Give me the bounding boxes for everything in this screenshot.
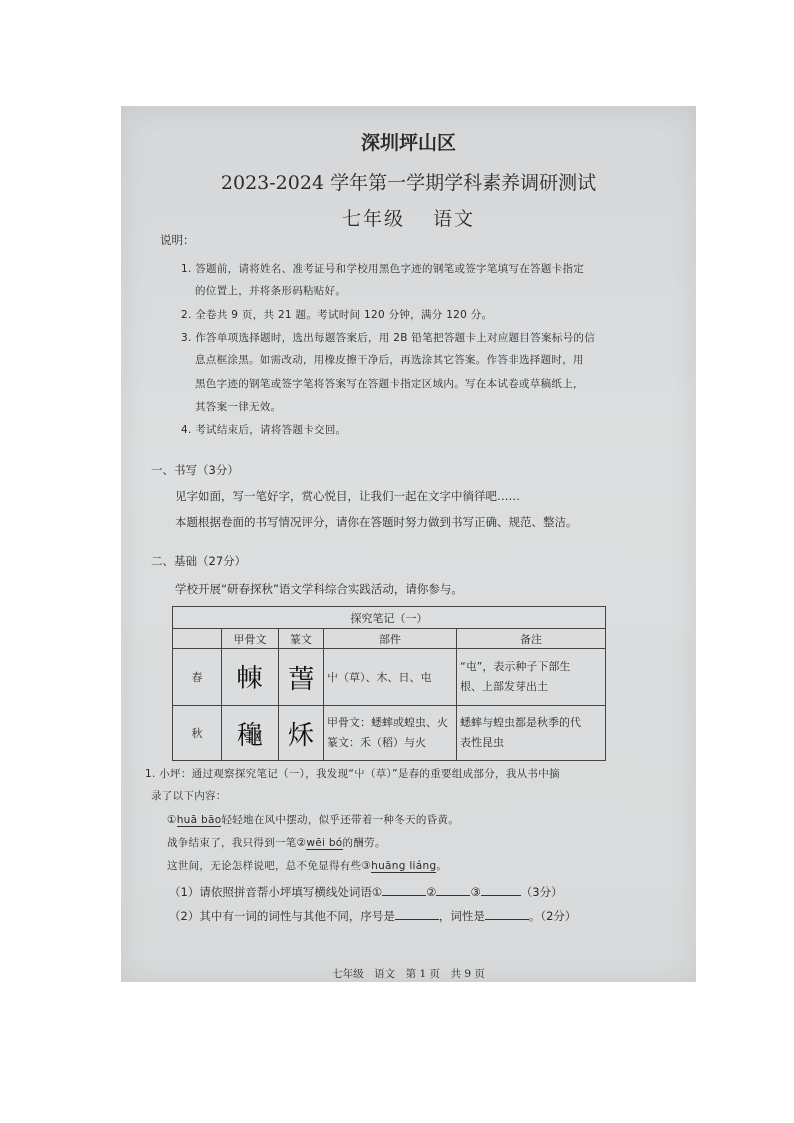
instruction-3-line-3: 黑色字迹的钢笔或签字笔将答案写在答题卡指定区域内。写在本试卷或草稿纸上，: [195, 378, 584, 390]
blank-label-3: ③: [470, 885, 481, 899]
excerpt-2-pre: 战争结束了，我只得到一笔②: [167, 837, 307, 849]
answer-blank-1[interactable]: [382, 885, 426, 896]
sub-question-2-mid: ，词性是: [438, 909, 485, 923]
sub-question-1-text: （1）请依照拼音帮小坪填写横线处词语①: [169, 885, 383, 899]
instructions-heading: 说明：: [160, 233, 195, 247]
sub-question-2-text: （2）其中有一词的词性与其他不同，序号是: [169, 909, 395, 923]
row-parts: [324, 706, 457, 761]
instruction-2: 2. 全卷共 9 页，共 21 题。考试时间 120 分钟，满分 120 分。: [181, 309, 493, 321]
exam-subtitle: 2023-2024 学年第一学期学科素养调研测试: [220, 172, 597, 194]
question-1-intro-line-2: 录了以下内容：: [151, 790, 227, 802]
answer-blank-3[interactable]: [481, 885, 521, 896]
answer-blank-word-class[interactable]: [485, 909, 529, 920]
row-note-line: 表性昆虫: [460, 736, 504, 749]
row-parts-line: 篆文：禾（稻）与火: [327, 736, 426, 749]
grade-label: 七年级: [341, 208, 405, 230]
excerpt-2: [167, 837, 386, 850]
excerpt-3-pre: 这世间，无论怎样说吧，总不免显得有些③: [167, 860, 372, 872]
excerpt-1-text: 轻轻地在风中摆动，似乎还带着一种冬天的昏黄。: [221, 814, 460, 826]
instruction-4: 4. 考试结束后，请将答题卡交回。: [181, 424, 347, 436]
oracle-bone-glyph: 龝: [222, 706, 279, 761]
blank-label-2: ②: [426, 885, 437, 899]
answer-blank-number[interactable]: [395, 909, 439, 920]
excerpt-1-pinyin: huā bāo: [176, 814, 222, 826]
excerpt-3-post: 。: [436, 860, 448, 872]
sub-question-1-score: （3分）: [520, 885, 563, 899]
table-caption: 探究笔记（一）: [173, 607, 606, 629]
excerpt-2-pinyin: wēi bó: [306, 837, 343, 849]
excerpt-2-post: 的酬劳。: [342, 837, 386, 849]
table-header-cell: 部件: [324, 629, 457, 649]
section-1-heading: 一、书写（3分）: [151, 463, 239, 477]
answer-blank-2[interactable]: [436, 885, 470, 896]
sub-question-2-score: 。（2分）: [528, 909, 577, 923]
page-footer: 七年级 语文 第 1 页 共 9 页: [332, 968, 485, 980]
table-header-cell: 备注: [457, 629, 606, 649]
sub-question-1: [169, 885, 563, 899]
row-note: [457, 706, 606, 761]
table-header-row: [173, 629, 606, 649]
question-1-intro-line-1: 1. 小坪：通过观察探究笔记（一），我发现“屮（草）”是春的重要组成部分，我从书中摘: [145, 768, 560, 780]
row-note-line: 蟋蟀与蝗虫都是秋季的代: [460, 716, 581, 729]
oracle-bone-glyph: 𣌾: [222, 649, 279, 706]
exam-title: 深圳坪山区: [360, 132, 456, 154]
row-note-line: “屯”，表示种子下部生: [460, 660, 571, 673]
seal-script-glyph: 秌: [279, 706, 324, 761]
row-note: [457, 649, 606, 706]
instruction-3-line-4: 其答案一律无效。: [195, 401, 282, 413]
section-2-intro: 学校开展“研春探秋”语文学科综合实践活动，请你参与。: [175, 582, 463, 596]
row-parts-line: 甲骨文：蟋蟀或蝗虫、火: [327, 716, 448, 729]
inquiry-notes-table: [172, 606, 606, 761]
sub-question-2: [169, 909, 576, 923]
row-char: 秋: [173, 706, 222, 761]
instruction-1-line-2: 的位置上，并将条形码粘贴好。: [195, 285, 347, 297]
row-parts: 屮（草）、木、日、屯: [324, 649, 457, 706]
table-header-cell: 甲骨文: [222, 629, 279, 649]
instruction-3-line-2: 息点框涂黑。如需改动，用橡皮擦干净后，再选涂其它答案。作答非选择题时，用: [195, 354, 584, 366]
table-row: [173, 706, 606, 761]
excerpt-1: [167, 814, 459, 827]
table-header-cell: 篆文: [279, 629, 324, 649]
row-note-line: 根、上部发芽出土: [460, 680, 548, 693]
subject-label: 语文: [433, 208, 476, 230]
row-char: 春: [173, 649, 222, 706]
seal-script-glyph: 萅: [279, 649, 324, 706]
grade-subject: [121, 204, 696, 231]
table-row: [173, 649, 606, 706]
instruction-3-line-1: 3. 作答单项选择题时，选出每题答案后，用 2B 铅笔把答题卡上对应题目答案标号的信: [181, 332, 596, 344]
instruction-1-line-1: 1. 答题前，请将姓名、准考证号和学校用黑色字迹的钢笔或签字笔填写在答题卡指定: [181, 263, 585, 275]
exam-paper: [121, 106, 696, 982]
section-1-line-1: 见字如面，写一笔好字，赏心悦目，让我们一起在文字中徜徉吧……: [175, 489, 520, 503]
excerpt-1-number: ①: [167, 814, 177, 826]
section-2-heading: 二、基础（27分）: [151, 554, 247, 568]
excerpt-3-pinyin: huāng liáng: [371, 860, 437, 872]
table-header-cell: [173, 629, 222, 649]
excerpt-3: [167, 860, 447, 873]
section-1-line-2: 本题根据卷面的书写情况评分，请你在答题时努力做到书写正确、规范、整洁。: [175, 515, 578, 529]
